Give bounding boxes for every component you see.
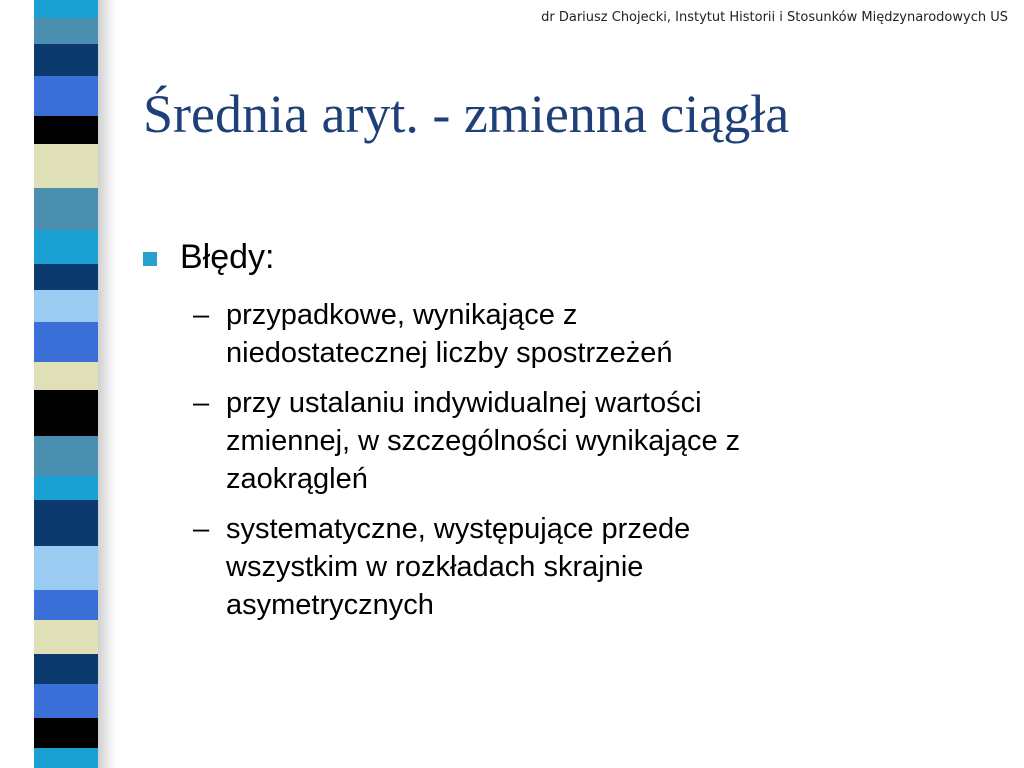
stripe-block (34, 362, 98, 390)
stripe-block (34, 654, 98, 684)
stripe-block (34, 476, 98, 500)
stripe-block (34, 390, 98, 436)
sub-list (143, 296, 963, 624)
stripe-block (34, 500, 98, 546)
stripe-block (34, 188, 98, 230)
bullet-text: Błędy: (180, 238, 275, 276)
stripe-block (34, 590, 98, 620)
stripe-block (34, 44, 98, 76)
sub-item (143, 296, 963, 372)
stripe-block (34, 264, 98, 290)
slide-body (143, 234, 963, 636)
dash-bullet: – (193, 299, 210, 331)
square-bullet-icon (143, 252, 157, 266)
sub-item-line: asymetrycznych (226, 589, 434, 621)
sub-item-line: przy ustalaniu indywidualnej wartości (226, 387, 702, 419)
dash-bullet: – (193, 513, 210, 545)
decorative-stripe (34, 0, 98, 768)
stripe-block (34, 546, 98, 590)
stripe-block (34, 322, 98, 362)
stripe-block (34, 144, 98, 188)
stripe-block (34, 290, 98, 322)
sub-item-line: systematyczne, występujące przede (226, 513, 691, 545)
stripe-block (34, 748, 98, 768)
slide-title: Średnia aryt. - zmienna ciągła (143, 84, 790, 144)
sub-item-line: zaokrągleń (226, 463, 368, 495)
stripe-block (34, 0, 98, 18)
sub-item-line: wszystkim w rozkładach skrajnie (226, 551, 644, 583)
author-note: dr Dariusz Chojecki, Instytut Historii i Stosunków Międzynarodowych US (541, 10, 1008, 25)
stripe-block (34, 436, 98, 476)
sub-item (143, 384, 963, 498)
stripe-shadow (98, 0, 116, 768)
stripe-block (34, 76, 98, 116)
dash-bullet: – (193, 387, 210, 419)
stripe-block (34, 718, 98, 748)
sub-item-line: niedostatecznej liczby spostrzeżeń (226, 337, 673, 369)
stripe-block (34, 620, 98, 654)
stripe-block (34, 230, 98, 264)
sub-item (143, 510, 963, 624)
sub-item-line: przypadkowe, wynikające z (226, 299, 578, 331)
stripe-block (34, 18, 98, 44)
stripe-block (34, 684, 98, 718)
bullet-item (143, 234, 963, 286)
stripe-block (34, 116, 98, 144)
sub-item-line: zmiennej, w szczególności wynikające z (226, 425, 741, 457)
